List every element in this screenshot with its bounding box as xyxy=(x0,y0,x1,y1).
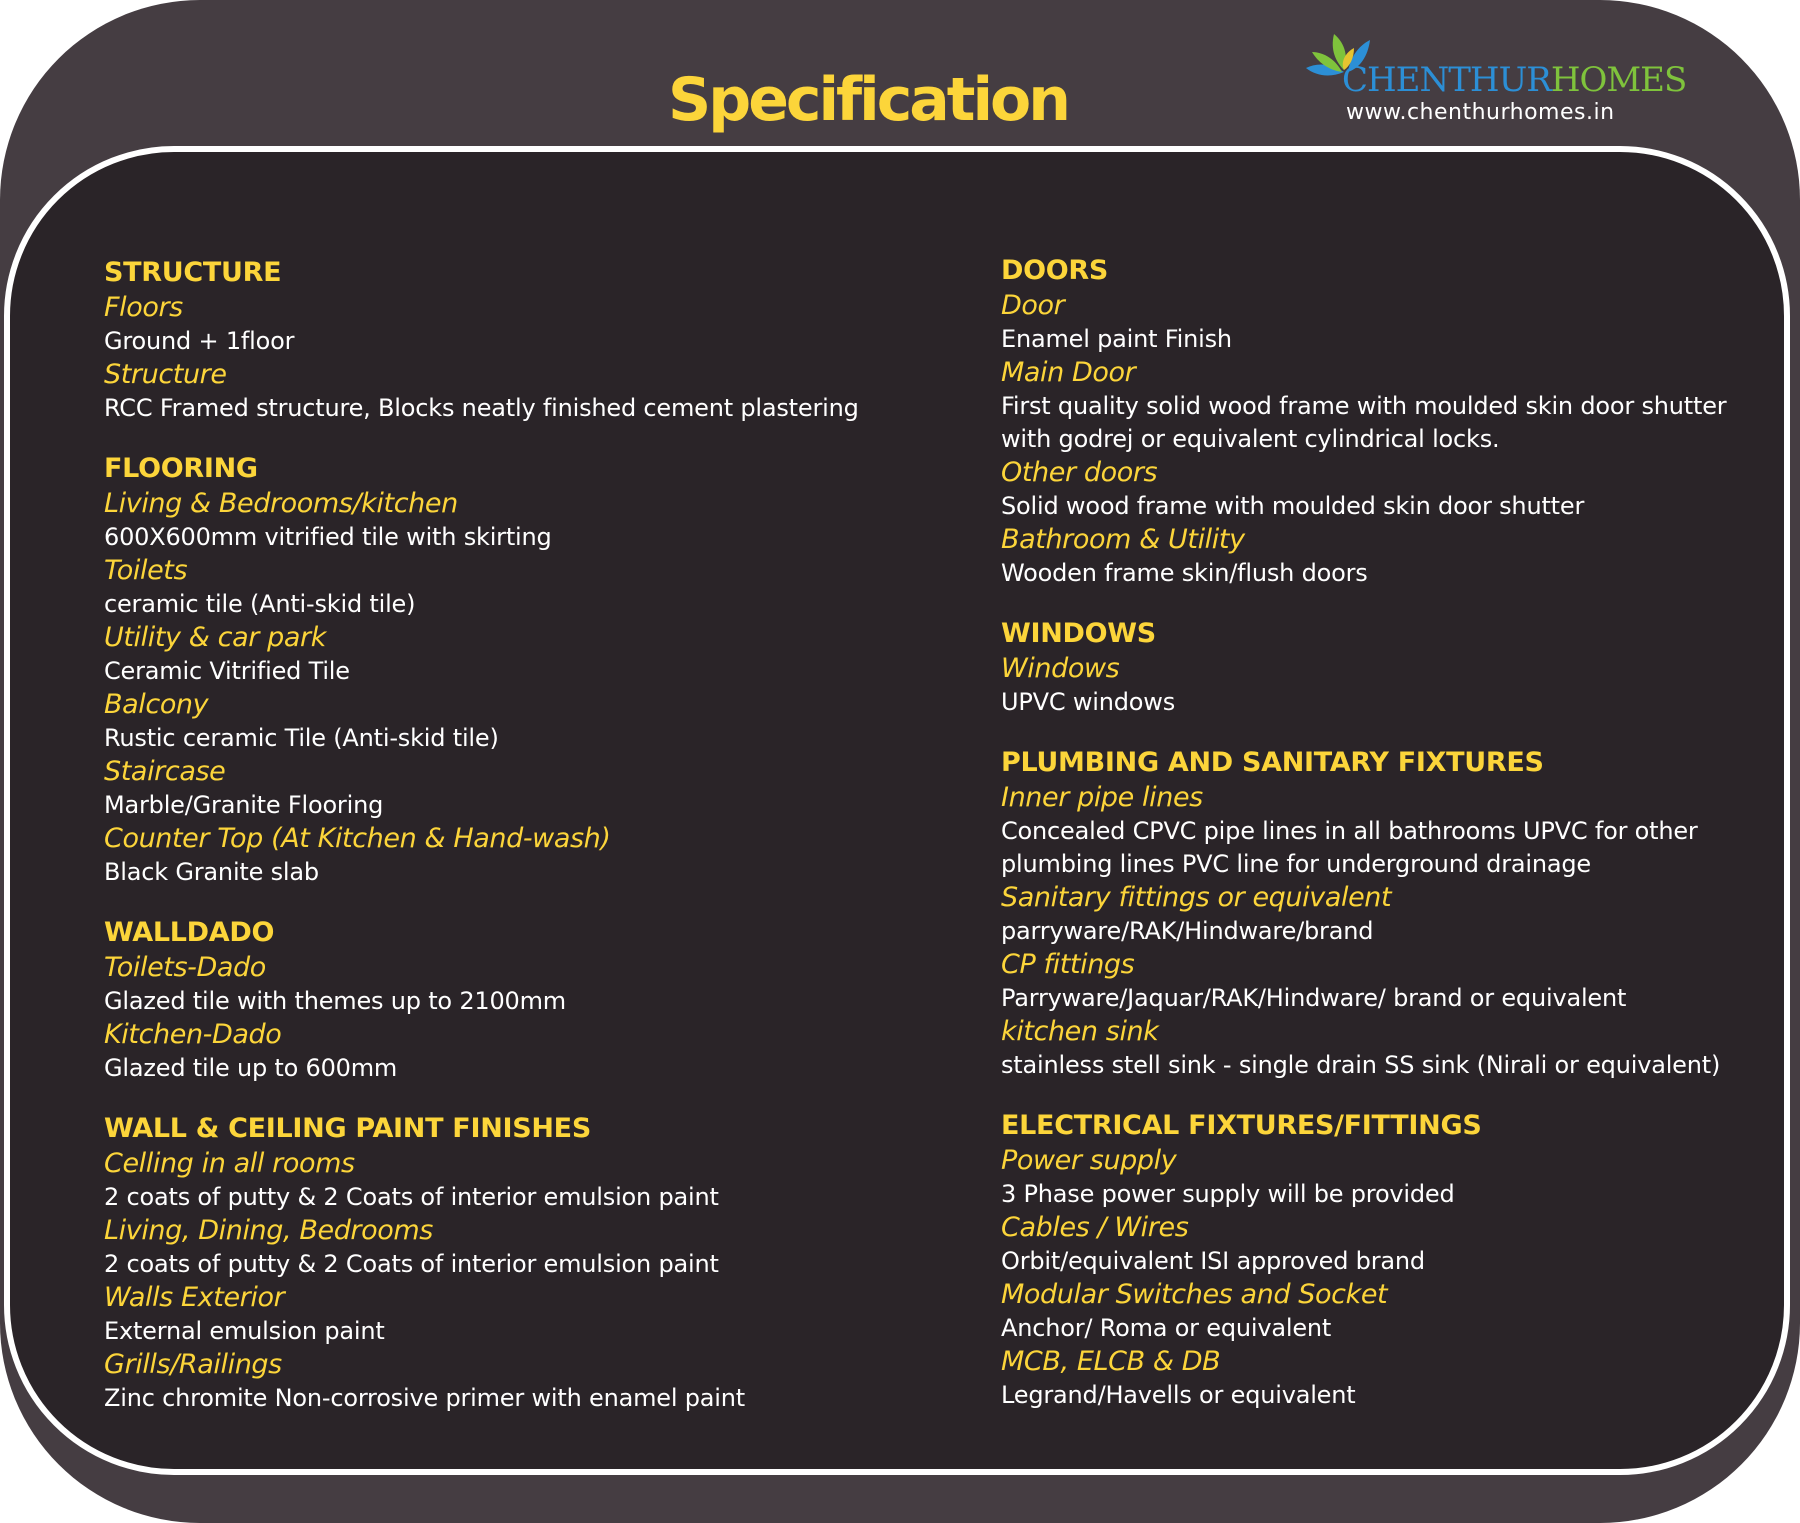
spec-label: Inner pipe lines xyxy=(1001,782,1203,813)
section-heading: FLOORING xyxy=(104,453,258,484)
spec-label: Celling in all rooms xyxy=(104,1148,355,1179)
spec-value: Enamel paint Finish xyxy=(1001,325,1232,353)
section-flooring xyxy=(104,451,984,889)
spec-label: kitchen sink xyxy=(1001,1016,1159,1047)
left-column xyxy=(104,255,984,1441)
spec-value: parryware/RAK/Hindware/brand xyxy=(1001,917,1374,945)
spec-label: Counter Top (At Kitchen & Hand-wash) xyxy=(104,823,611,854)
spec-value: Legrand/Havells or equivalent xyxy=(1001,1381,1356,1409)
spec-value: Rustic ceramic Tile (Anti-skid tile) xyxy=(104,724,499,752)
spec-label: Kitchen-Dado xyxy=(104,1019,282,1050)
spec-value: 2 coats of putty & 2 Coats of interior emulsion paint xyxy=(104,1250,719,1278)
brand-logo xyxy=(1300,22,1687,132)
section-doors xyxy=(1001,253,1761,590)
spec-label: Other doors xyxy=(1001,457,1158,488)
spec-label: Structure xyxy=(104,359,227,390)
spec-value: stainless stell sink - single drain SS sink (Nirali or equivalent) xyxy=(1001,1051,1721,1079)
spec-value: Wooden frame skin/flush doors xyxy=(1001,559,1368,587)
spec-value: Parryware/Jaquar/RAK/Hindware/ brand or equivalent xyxy=(1001,984,1627,1012)
spec-label: MCB, ELCB & DB xyxy=(1001,1346,1221,1377)
spec-value: 600X600mm vitrified tile with skirting xyxy=(104,523,552,551)
page-title: Specification xyxy=(668,65,1068,135)
section-plumbing xyxy=(1001,745,1761,1082)
spec-value: Zinc chromite Non-corrosive primer with enamel paint xyxy=(104,1384,745,1412)
spec-label: Balcony xyxy=(104,689,209,720)
spec-label: Living & Bedrooms/kitchen xyxy=(104,488,458,519)
spec-label: CP fittings xyxy=(1001,949,1135,980)
section-heading: WINDOWS xyxy=(1001,618,1156,649)
spec-label: Sanitary fittings or equivalent xyxy=(1001,882,1392,913)
spec-value: RCC Framed structure, Blocks neatly finished cement plastering xyxy=(104,394,859,422)
brand-name-part2: HOMES xyxy=(1550,60,1687,100)
spec-value: Ceramic Vitrified Tile xyxy=(104,657,350,685)
spec-value: Marble/Granite Flooring xyxy=(104,791,384,819)
spec-label: Bathroom & Utility xyxy=(1001,524,1245,555)
spec-label: Toilets-Dado xyxy=(104,952,266,983)
section-walldado xyxy=(104,915,984,1085)
spec-label: Main Door xyxy=(1001,357,1136,388)
spec-value: Anchor/ Roma or equivalent xyxy=(1001,1314,1332,1342)
spec-label: Living, Dining, Bedrooms xyxy=(104,1215,433,1246)
spec-value: ceramic tile (Anti-skid tile) xyxy=(104,590,416,618)
section-heading: PLUMBING AND SANITARY FIXTURES xyxy=(1001,747,1544,778)
spec-value: Glazed tile with themes up to 2100mm xyxy=(104,987,566,1015)
section-structure xyxy=(104,255,984,425)
section-paint-finishes xyxy=(104,1111,984,1415)
spec-value: Concealed CPVC pipe lines in all bathrooms UPVC for other plumbing lines PVC line for underground drainage xyxy=(1001,817,1698,878)
spec-value: Ground + 1floor xyxy=(104,327,295,355)
spec-value: Solid wood frame with moulded skin door shutter xyxy=(1001,492,1585,520)
section-heading: ELECTRICAL FIXTURES/FITTINGS xyxy=(1001,1110,1482,1141)
spec-label: Toilets xyxy=(104,555,188,586)
spec-value: Black Granite slab xyxy=(104,858,319,886)
brand-url: www.chenthurhomes.in xyxy=(1346,100,1615,125)
section-heading: STRUCTURE xyxy=(104,257,282,288)
section-windows xyxy=(1001,616,1761,719)
spec-value: Orbit/equivalent ISI approved brand xyxy=(1001,1247,1425,1275)
section-heading: WALLDADO xyxy=(104,917,275,948)
spec-value: 3 Phase power supply will be provided xyxy=(1001,1180,1455,1208)
spec-label: Door xyxy=(1001,290,1065,321)
section-heading: DOORS xyxy=(1001,255,1109,286)
spec-value: External emulsion paint xyxy=(104,1317,385,1345)
spec-label: Floors xyxy=(104,292,183,323)
spec-value: 2 coats of putty & 2 Coats of interior emulsion paint xyxy=(104,1183,719,1211)
brand-name xyxy=(1342,60,1686,100)
spec-label: Cables / Wires xyxy=(1001,1212,1189,1243)
spec-value: First quality solid wood frame with moulded skin door shutter with godrej or equivalent cylindrical locks. xyxy=(1001,392,1727,453)
spec-label: Modular Switches and Socket xyxy=(1001,1279,1388,1310)
right-column xyxy=(1001,253,1761,1438)
spec-label: Utility & car park xyxy=(104,622,326,653)
section-electrical xyxy=(1001,1108,1761,1412)
spec-label: Walls Exterior xyxy=(104,1282,285,1313)
spec-label: Windows xyxy=(1001,653,1120,684)
spec-label: Staircase xyxy=(104,756,226,787)
brand-name-part1: CHENTHUR xyxy=(1342,60,1551,100)
spec-label: Grills/Railings xyxy=(104,1349,282,1380)
section-heading: WALL & CEILING PAINT FINISHES xyxy=(104,1113,591,1144)
spec-value: UPVC windows xyxy=(1001,688,1176,716)
spec-value: Glazed tile up to 600mm xyxy=(104,1054,398,1082)
spec-label: Power supply xyxy=(1001,1145,1177,1176)
